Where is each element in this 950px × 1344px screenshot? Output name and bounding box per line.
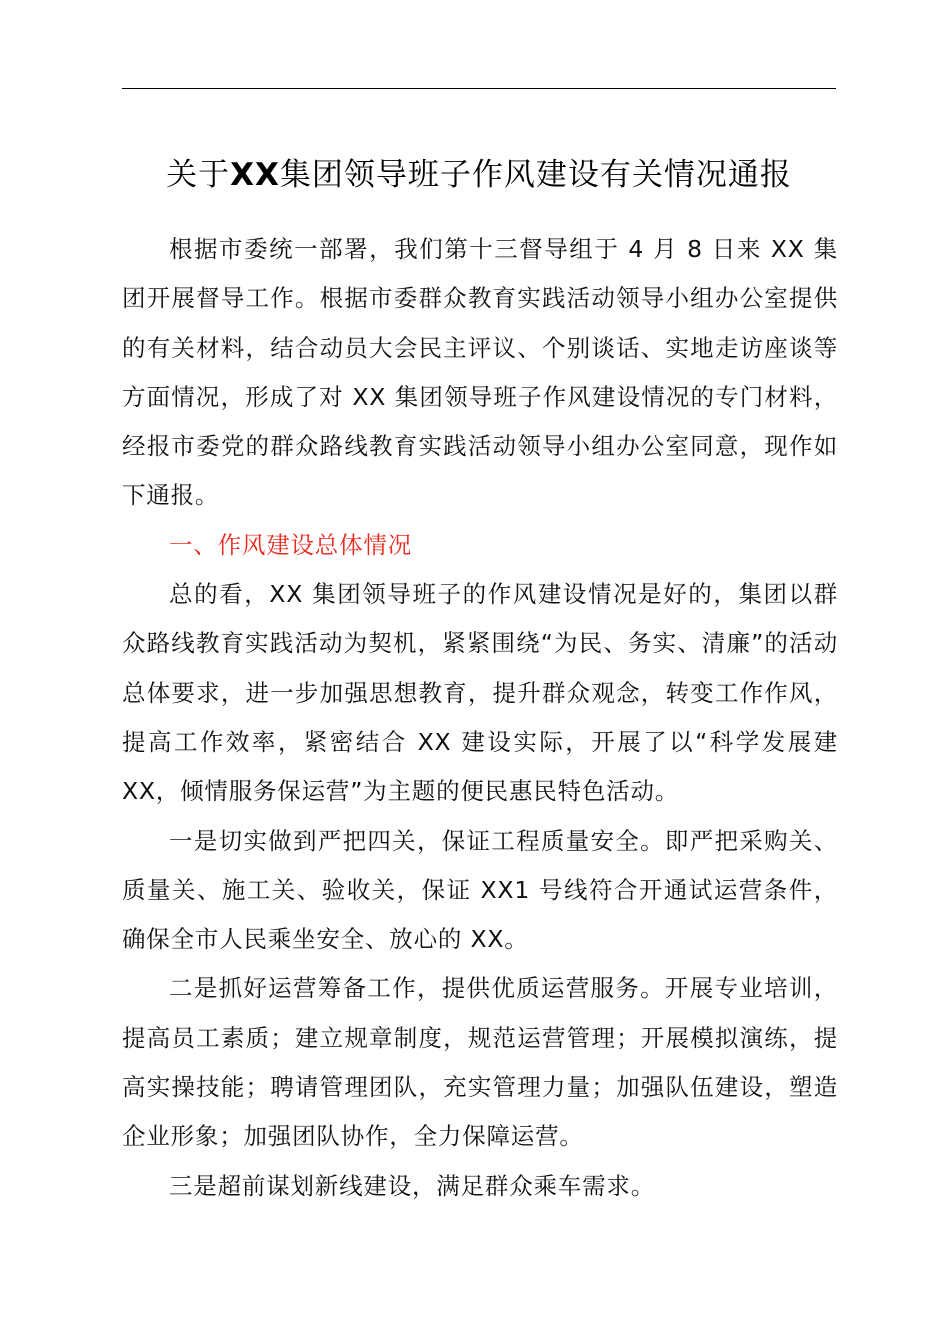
paragraph-point-two: 二是抓好运营筹备工作，提供优质运营服务。开展专业培训，提高员工素质；建立规章制度，规范运营管理；开展模拟演练，提高实操技能；聘请管理团队，充实管理力量；加强队伍建设，塑造企业形象；加强团队协作，全力保障运营。 [122, 974, 838, 1151]
document-title [112, 150, 846, 200]
section-heading: 一、作风建设总体情况 [169, 530, 412, 559]
paragraph-point-one: 一是切实做到严把四关，保证工程质量安全。即严把采购关、质量关、施工关、验收关，保证 XX1 号线符合开通试运营条件，确保全市人民乘坐安全、放心的 XX。 [122, 826, 838, 954]
top-rule [122, 88, 836, 89]
paragraph-point-three: 三是超前谋划新线建设，满足群众乘车需求。 [169, 1171, 655, 1200]
paragraph-intro: 根据市委统一部署，我们第十三督导组于 4 月 8 日来 XX 集团开展督导工作。根据市委群众教育实践活动领导小组办公室提供的有关材料，结合动员大会民主评议、个别谈话、实地走访座谈等方面情况，形成了对 XX 集团领导班子作风建设情况的专门材料，经报市委党的群众路线教育实践活动领导小组办公室同意，现作如下通报。 [122, 235, 838, 510]
title-prefix: 关于 [166, 157, 231, 193]
paragraph-overview: 总的看，XX 集团领导班子的作风建设情况是好的，集团以群众路线教育实践活动为契机，紧紧围绕“为民、务实、清廉”的活动总体要求，进一步加强思想教育，提升群众观念，转变工作作风，提高工作效率，紧密结合 XX 建设实际，开展了以“科学发展建 XX，倾情服务保运营”为主题的便民惠民特色活动。 [122, 580, 838, 806]
title-suffix: 集团领导班子作风建设有关情况通报 [279, 157, 792, 193]
title-bold: XX [230, 157, 280, 193]
document-body [122, 225, 838, 1211]
